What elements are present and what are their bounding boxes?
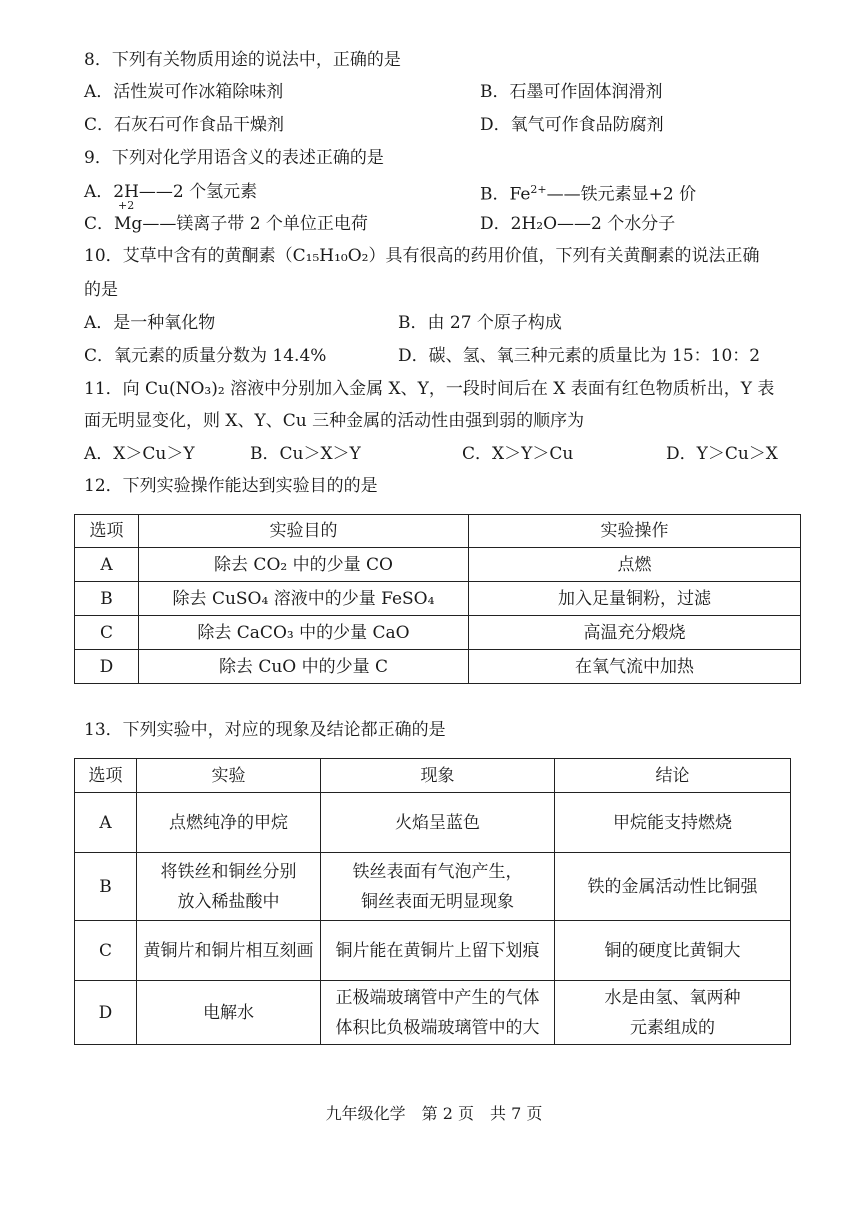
q12-header-row xyxy=(75,515,801,548)
q13-row-conclusion: 甲烷能支持燃烧 xyxy=(555,793,791,853)
q12-row-purpose: 除去 CaCO₃ 中的少量 CaO xyxy=(139,616,469,650)
q12-row-purpose: 除去 CuSO₄ 溶液中的少量 FeSO₄ xyxy=(139,582,469,616)
q13-table xyxy=(74,758,791,1045)
q12-row-option: A xyxy=(75,548,139,582)
q9-option-c-symbol xyxy=(114,199,143,236)
q13-header-conclusion: 结论 xyxy=(555,759,791,793)
q10-stem-line1: 10．艾草中含有的黄酮素（C₁₅H₁₀O₂）具有很高的药用价值，下列有关黄酮素的说法正确 xyxy=(84,246,760,266)
q9-option-b-charge: 2+ xyxy=(530,183,547,196)
q13-stem: 13．下列实验中，对应的现象及结论都正确的是 xyxy=(84,720,446,740)
table-row xyxy=(75,650,801,684)
q12-row-purpose: 除去 CuO 中的少量 C xyxy=(139,650,469,684)
q11-option-a: A．X＞Cu＞Y xyxy=(84,444,195,464)
page-footer: 九年级化学 第 2 页 共 7 页 xyxy=(325,1104,543,1123)
q9-option-c-element: Mg xyxy=(114,214,143,234)
q12-row-option: D xyxy=(75,650,139,684)
q13-row-option: D xyxy=(75,981,137,1045)
q8-option-d: D．氧气可作食品防腐剂 xyxy=(480,115,664,135)
q13-header-row xyxy=(75,759,791,793)
q13-header-phenomenon: 现象 xyxy=(321,759,555,793)
q9-option-c xyxy=(84,199,368,236)
q13-row-phenomenon: 正极端玻璃管中产生的气体 体积比负极端玻璃管中的大 xyxy=(321,981,555,1045)
table-row xyxy=(75,853,791,921)
q11-option-d: D．Y＞Cu＞X xyxy=(666,444,778,464)
q13-row-phenomenon: 火焰呈蓝色 xyxy=(321,793,555,853)
table-row xyxy=(75,582,801,616)
q12-row-operation: 在氧气流中加热 xyxy=(469,650,801,684)
q13-row-phenomenon: 铁丝表面有气泡产生， 铜丝表面无明显现象 xyxy=(321,853,555,921)
q12-row-operation: 加入足量铜粉，过滤 xyxy=(469,582,801,616)
q13-row-conclusion: 铜的硬度比黄铜大 xyxy=(555,921,791,981)
q13-row-conclusion: 水是由氢、氧两种 元素组成的 xyxy=(555,981,791,1045)
q12-row-operation: 高温充分煅烧 xyxy=(469,616,801,650)
q9-option-c-valence: +2 xyxy=(118,199,135,212)
q13-row-experiment: 点燃纯净的甲烷 xyxy=(137,793,321,853)
table-row xyxy=(75,616,801,650)
q10-option-d: D．碳、氢、氧三种元素的质量比为 15：10：2 xyxy=(398,346,761,366)
q13-header-option: 选项 xyxy=(75,759,137,793)
q12-row-option: C xyxy=(75,616,139,650)
q9-option-c-suffix: ——镁离子带 2 个单位正电荷 xyxy=(142,214,368,234)
q12-stem: 12．下列实验操作能达到实验目的的是 xyxy=(84,476,378,496)
q13-row-phenomenon: 铜片能在黄铜片上留下划痕 xyxy=(321,921,555,981)
q13-row-option: A xyxy=(75,793,137,853)
q11-option-b: B．Cu＞X＞Y xyxy=(250,444,361,464)
q12-row-purpose: 除去 CO₂ 中的少量 CO xyxy=(139,548,469,582)
q9-option-b xyxy=(480,178,696,207)
table-row xyxy=(75,793,791,853)
table-row xyxy=(75,981,791,1045)
q13-row-option: C xyxy=(75,921,137,981)
q11-option-c: C．X＞Y＞Cu xyxy=(462,444,574,464)
q12-header-purpose: 实验目的 xyxy=(139,515,469,548)
q10-option-c: C．氧元素的质量分数为 14.4% xyxy=(84,346,327,366)
q8-option-c: C．石灰石可作食品干燥剂 xyxy=(84,115,285,135)
q8-stem: 8．下列有关物质用途的说法中，正确的是 xyxy=(84,50,401,70)
q9-option-b-prefix: B．Fe xyxy=(480,184,531,205)
q10-option-b: B．由 27 个原子构成 xyxy=(398,313,562,333)
q12-row-operation: 点燃 xyxy=(469,548,801,582)
q10-stem-line2: 的是 xyxy=(84,280,118,300)
table-row xyxy=(75,921,791,981)
q9-stem: 9．下列对化学用语含义的表述正确的是 xyxy=(84,148,384,168)
q13-row-experiment: 黄铜片和铜片相互刻画 xyxy=(137,921,321,981)
q9-option-b-suffix: ——铁元素显+2 价 xyxy=(546,184,697,205)
q13-row-experiment: 将铁丝和铜丝分别 放入稀盐酸中 xyxy=(137,853,321,921)
q9-option-c-prefix: C． xyxy=(84,214,115,234)
q9-option-a: A．2H——2 个氢元素 xyxy=(84,182,258,202)
q9-option-d: D．2H₂O——2 个水分子 xyxy=(480,214,676,234)
q13-row-option: B xyxy=(75,853,137,921)
q12-header-option: 选项 xyxy=(75,515,139,548)
q12-row-option: B xyxy=(75,582,139,616)
q12-table xyxy=(74,514,801,684)
q12-header-operation: 实验操作 xyxy=(469,515,801,548)
q13-row-conclusion: 铁的金属活动性比铜强 xyxy=(555,853,791,921)
q10-option-a: A．是一种氧化物 xyxy=(84,313,216,333)
q11-stem-line1: 11．向 Cu(NO₃)₂ 溶液中分别加入金属 X、Y，一段时间后在 X 表面有红色物质析出，Y 表 xyxy=(84,379,775,399)
table-row xyxy=(75,548,801,582)
q8-option-a: A．活性炭可作冰箱除味剂 xyxy=(84,82,284,102)
q11-stem-line2: 面无明显变化，则 X、Y、Cu 三种金属的活动性由强到弱的顺序为 xyxy=(84,411,585,431)
q13-header-experiment: 实验 xyxy=(137,759,321,793)
q13-row-experiment: 电解水 xyxy=(137,981,321,1045)
q8-option-b: B．石墨可作固体润滑剂 xyxy=(480,82,663,102)
